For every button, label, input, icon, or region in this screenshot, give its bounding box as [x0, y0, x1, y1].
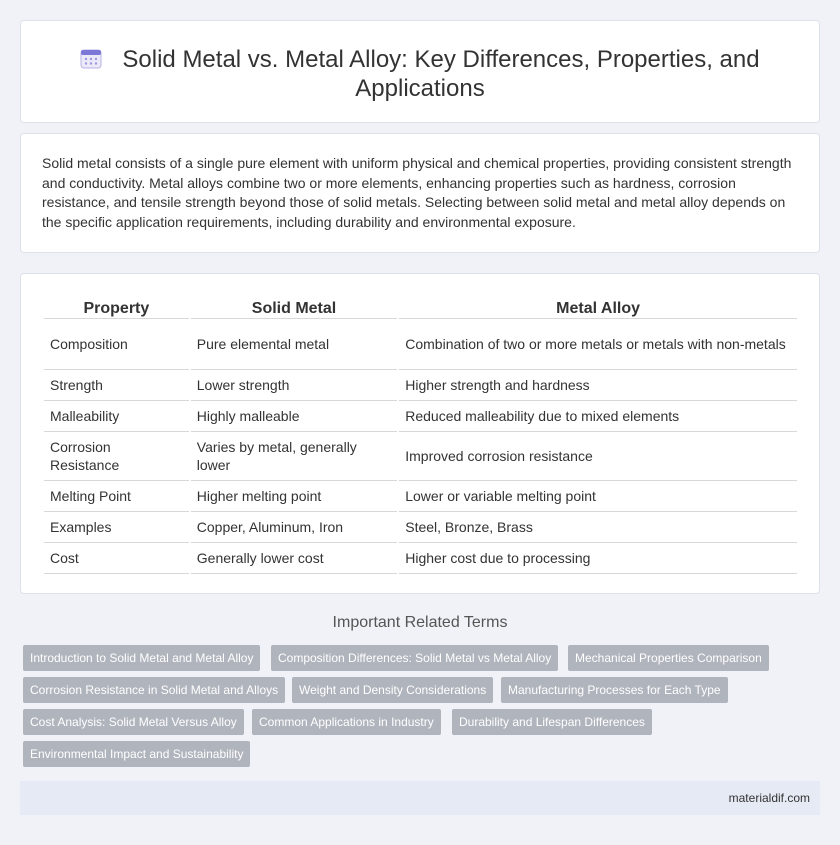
- related-term-tag[interactable]: Weight and Density Considerations: [292, 677, 493, 703]
- table-cell: Reduced malleability due to mixed elements: [399, 401, 797, 432]
- intro-card: [20, 133, 820, 253]
- page-title: Solid Metal vs. Metal Alloy: Key Differences, Properties, and Applications: [122, 46, 760, 102]
- column-header: Metal Alloy: [399, 294, 797, 319]
- table-row: [44, 481, 797, 512]
- table-cell: Composition: [44, 319, 189, 370]
- table-cell: Higher strength and hardness: [399, 370, 797, 401]
- table-cell: Higher cost due to processing: [399, 543, 797, 574]
- table-cell: Melting Point: [44, 481, 189, 512]
- table-cell: Examples: [44, 512, 189, 543]
- table-row: [44, 319, 797, 370]
- table-cell: Combination of two or more metals or metals with non-metals: [399, 319, 797, 370]
- table-cell: Copper, Aluminum, Iron: [191, 512, 397, 543]
- footer-site[interactable]: materialdif.com: [728, 791, 810, 805]
- table-cell: Lower strength: [191, 370, 397, 401]
- table-header-row: [44, 294, 797, 319]
- table-row: [44, 432, 797, 481]
- table-row: [44, 370, 797, 401]
- table-cell: Pure elemental metal: [191, 319, 397, 370]
- related-term-tag[interactable]: Introduction to Solid Metal and Metal Alloy: [23, 645, 260, 671]
- related-term-tag[interactable]: Corrosion Resistance in Solid Metal and Alloys: [23, 677, 285, 703]
- column-header: Property: [44, 294, 189, 319]
- header-card: [20, 20, 820, 123]
- table-cell: Lower or variable melting point: [399, 481, 797, 512]
- related-term-tag[interactable]: Common Applications in Industry: [252, 709, 441, 735]
- table-cell: Corrosion Resistance: [44, 432, 189, 481]
- comparison-card: [20, 273, 820, 594]
- column-header: Solid Metal: [191, 294, 397, 319]
- table-cell: Varies by metal, generally lower: [191, 432, 397, 481]
- related-terms-title: Important Related Terms: [332, 614, 508, 631]
- intro-text: Solid metal consists of a single pure element with uniform physical and chemical properties, providing consistent strength and conductivity. Metal alloys combine two or more elements, enhancing properties such as hardness, corrosion resistance, and tensile strength beyond those of solid metals. Selecting between solid metal and metal alloy depends on the specific application requirements, including durability and environmental exposure.: [42, 155, 792, 230]
- related-term-tag[interactable]: Manufacturing Processes for Each Type: [501, 677, 728, 703]
- table-cell: Malleability: [44, 401, 189, 432]
- related-term-tag[interactable]: Mechanical Properties Comparison: [568, 645, 769, 671]
- comparison-table: [42, 294, 799, 574]
- table-row: [44, 512, 797, 543]
- table-cell: Higher melting point: [191, 481, 397, 512]
- table-cell: Improved corrosion resistance: [399, 432, 797, 481]
- page-title-block: [21, 45, 819, 103]
- related-term-tag[interactable]: Cost Analysis: Solid Metal Versus Alloy: [23, 709, 244, 735]
- table-cell: Generally lower cost: [191, 543, 397, 574]
- table-row: [44, 543, 797, 574]
- related-term-tag[interactable]: Composition Differences: Solid Metal vs Metal Alloy: [271, 645, 558, 671]
- table-cell: Cost: [44, 543, 189, 574]
- table-cell: Steel, Bronze, Brass: [399, 512, 797, 543]
- table-cell: Highly malleable: [191, 401, 397, 432]
- footer: [20, 781, 820, 815]
- table-cell: Strength: [44, 370, 189, 401]
- related-term-tag[interactable]: Environmental Impact and Sustainability: [23, 741, 250, 767]
- related-term-tag[interactable]: Durability and Lifespan Differences: [452, 709, 652, 735]
- calendar-icon: [80, 47, 102, 69]
- table-row: [44, 401, 797, 432]
